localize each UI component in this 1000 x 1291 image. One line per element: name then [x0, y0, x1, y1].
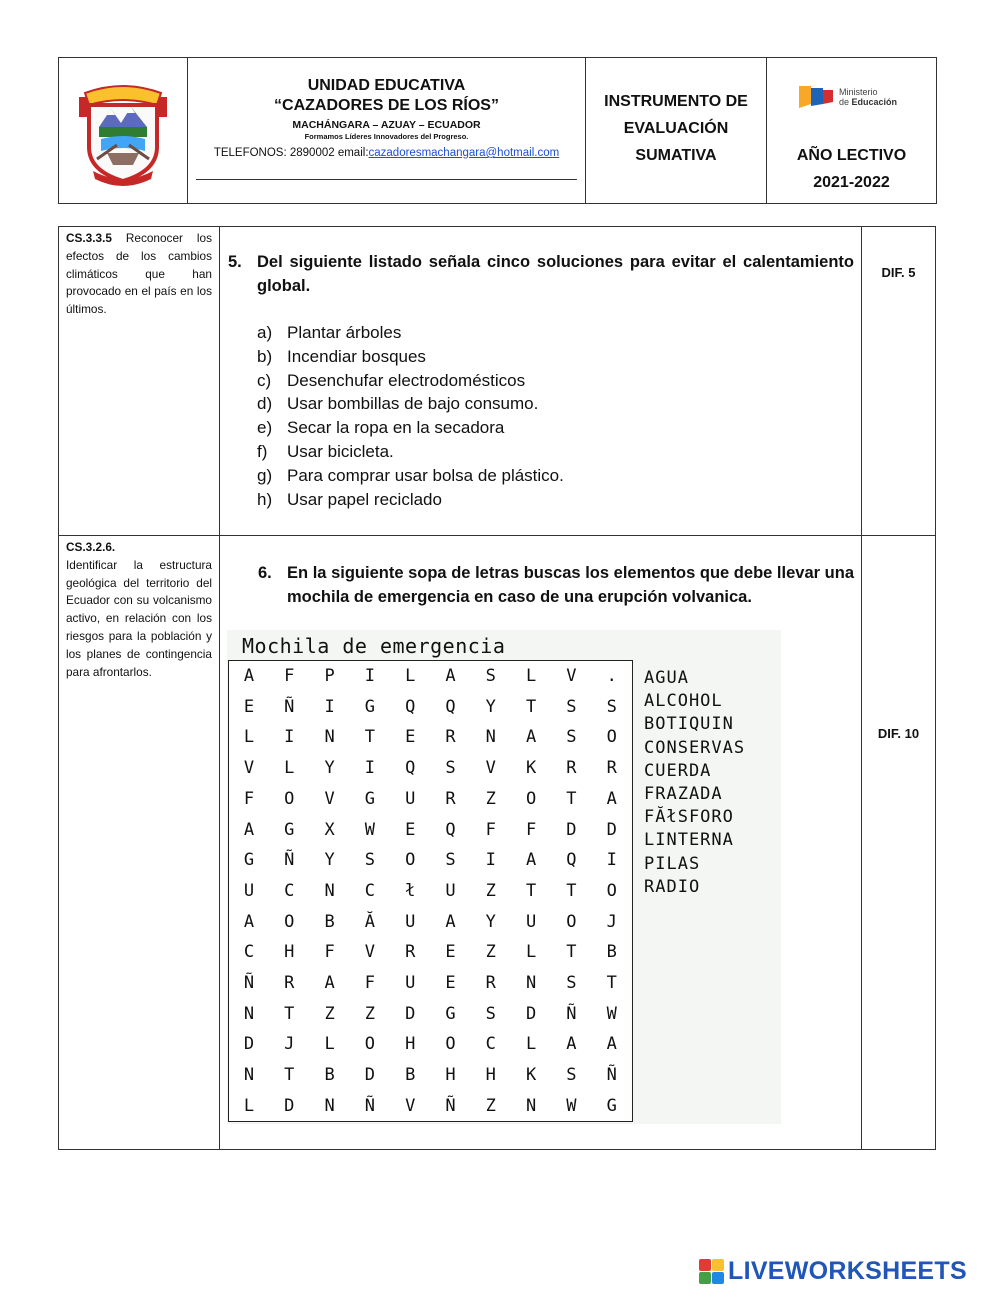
grid-cell[interactable]: S — [566, 696, 577, 717]
grid-cell[interactable]: S — [566, 1065, 577, 1086]
grid-cell[interactable]: F — [525, 819, 537, 840]
grid-cell[interactable]: Q — [445, 696, 456, 717]
grid-row — [229, 722, 632, 753]
grid-cell[interactable]: T — [606, 973, 617, 993]
grid-cell[interactable]: Q — [405, 696, 416, 717]
grid-cell[interactable]: Ñ — [566, 1003, 577, 1024]
grid-cell[interactable]: A — [525, 727, 537, 748]
grid-cell[interactable]: O — [364, 1034, 376, 1055]
grid-cell[interactable]: A — [243, 819, 255, 840]
list-item[interactable]: e) Secar la ropa en la secadora — [257, 418, 505, 438]
word-list-item: PILAS — [644, 853, 701, 874]
word-list-item: AGUA — [644, 668, 689, 688]
grid-cell[interactable]: B — [606, 942, 617, 963]
grid-cell[interactable]: Z — [485, 942, 496, 963]
grid-cell[interactable]: S — [364, 850, 376, 871]
grid-cell[interactable]: R — [405, 942, 416, 963]
grid-cell[interactable]: Y — [324, 850, 335, 871]
grid-cell[interactable]: D — [364, 1065, 376, 1086]
grid-cell[interactable]: Ă — [364, 911, 376, 932]
grid-cell[interactable]: V — [566, 666, 577, 686]
word-list-item: ALCOHOL — [644, 691, 723, 712]
grid-cell[interactable]: V — [243, 758, 255, 779]
school-location: MACHÁNGARA – AZUAY – ECUADOR — [292, 119, 481, 131]
grid-cell[interactable]: U — [405, 973, 416, 993]
grid-cell[interactable]: A — [606, 788, 617, 809]
difficulty-label: DIF. 5 — [881, 265, 916, 280]
brand-cube — [712, 1259, 724, 1271]
grid-cell[interactable]: H — [445, 1065, 456, 1086]
grid-cell[interactable]: A — [445, 666, 456, 686]
liveworksheets-brand[interactable] — [699, 1257, 967, 1286]
grid-cell[interactable]: L — [243, 1095, 255, 1116]
grid-row — [229, 999, 632, 1030]
grid-cell[interactable]: H — [405, 1034, 416, 1055]
grid-cell[interactable]: G — [445, 1003, 456, 1024]
grid-cell[interactable]: O — [405, 850, 416, 871]
grid-cell[interactable]: W — [364, 819, 376, 840]
ministry-line1: Ministerio — [839, 87, 878, 97]
brand-cube — [699, 1272, 711, 1284]
evaluation-table — [58, 226, 936, 1150]
grid-cell[interactable]: L — [525, 942, 537, 963]
grid-cell[interactable]: L — [405, 666, 416, 686]
grid-cell[interactable]: I — [364, 666, 376, 686]
grid-cell[interactable]: U — [243, 880, 255, 901]
grid-row — [229, 1060, 632, 1091]
school-logo-cell — [59, 58, 188, 203]
grid-cell[interactable]: I — [364, 758, 376, 779]
word-list-item: FĂłSFORO — [644, 807, 734, 828]
grid-cell[interactable]: Ñ — [284, 850, 295, 871]
email-link[interactable]: cazadoresmachangara@hotmail.com — [368, 147, 560, 159]
grid-cell[interactable]: X — [324, 819, 335, 840]
grid-cell[interactable]: F — [364, 973, 376, 993]
grid-cell[interactable]: I — [324, 696, 335, 717]
grid-cell[interactable]: H — [284, 942, 295, 963]
grid-cell[interactable]: R — [445, 727, 456, 748]
grid-cell[interactable]: G — [364, 696, 376, 717]
grid-cell[interactable]: ł — [405, 880, 416, 901]
grid-cell[interactable]: D — [525, 1003, 537, 1024]
grid-row — [229, 845, 632, 876]
brand-cube — [712, 1272, 724, 1284]
grid-cell[interactable]: C — [243, 942, 255, 963]
grid-cell[interactable]: G — [364, 788, 376, 809]
question-title — [258, 561, 854, 609]
grid-cell[interactable]: R — [445, 788, 456, 809]
grid-cell[interactable]: C — [364, 880, 376, 901]
question-title — [228, 250, 854, 298]
grid-row — [229, 692, 632, 723]
grid-cell[interactable]: R — [606, 758, 617, 779]
instrument-line: SUMATIVA — [635, 147, 717, 164]
school-crest-logo — [77, 75, 169, 187]
grid-cell[interactable]: C — [485, 1034, 496, 1055]
grid-cell[interactable]: F — [284, 666, 295, 686]
grid-cell[interactable]: S — [445, 850, 456, 871]
grid-cell[interactable]: S — [566, 727, 577, 748]
grid-cell[interactable]: T — [525, 880, 537, 901]
year-value: 2021-2022 — [813, 174, 890, 191]
grid-cell[interactable]: W — [566, 1095, 577, 1116]
grid-cell[interactable]: T — [525, 696, 537, 717]
grid-cell[interactable]: V — [405, 1095, 416, 1116]
year-cell — [767, 58, 936, 203]
grid-cell[interactable]: A — [324, 973, 335, 993]
grid-cell[interactable]: A — [243, 911, 255, 932]
grid-cell[interactable]: Z — [485, 880, 496, 901]
question-number: 6. — [258, 564, 272, 582]
grid-cell[interactable]: N — [485, 727, 496, 748]
school-contact — [188, 145, 585, 161]
word-list-item: LINTERNA — [644, 830, 734, 851]
word-list — [644, 667, 745, 899]
grid-cell[interactable]: B — [405, 1065, 416, 1086]
grid-cell[interactable]: N — [525, 1095, 537, 1116]
grid-cell[interactable]: S — [485, 666, 496, 686]
table-row — [59, 227, 935, 536]
grid-cell[interactable]: A — [243, 666, 255, 686]
grid-cell[interactable]: D — [243, 1034, 255, 1055]
grid-cell[interactable]: O — [606, 880, 617, 901]
brand-cubes-icon — [699, 1259, 724, 1284]
grid-cell[interactable]: E — [445, 942, 456, 963]
header-rule — [196, 179, 577, 180]
grid-cell[interactable]: N — [324, 880, 335, 901]
grid-row — [229, 907, 632, 938]
grid-row — [229, 937, 632, 968]
grid-cell[interactable]: N — [243, 1003, 255, 1024]
ministry-flag-icon — [797, 82, 835, 112]
document-header — [58, 57, 937, 204]
grid-cell[interactable]: W — [606, 1003, 617, 1024]
grid-cell[interactable]: D — [566, 819, 577, 840]
grid-cell[interactable]: I — [284, 727, 295, 748]
grid-cell[interactable]: Y — [485, 911, 496, 932]
grid-cell[interactable]: E — [445, 973, 456, 993]
skill-description: Identificar la estructura geológica del territorio del Ecuador con su volcanismo activo, en relación con los riesgos para la población y los planes de contingencia para afrontarlos. — [66, 557, 212, 679]
table-row — [59, 536, 935, 1150]
grid-cell[interactable]: E — [243, 696, 255, 717]
grid-cell[interactable]: Ñ — [284, 696, 295, 717]
list-item[interactable]: a) Plantar árboles — [257, 323, 402, 342]
options-list — [257, 321, 564, 511]
grid-cell[interactable]: A — [525, 850, 537, 871]
grid-cell[interactable]: Y — [324, 758, 335, 779]
grid-cell[interactable]: L — [525, 1034, 537, 1055]
grid-row — [229, 753, 632, 784]
grid-cell[interactable]: Ñ — [445, 1095, 456, 1116]
grid-cell[interactable]: Ñ — [606, 1065, 617, 1086]
word-search-grid[interactable] — [228, 660, 633, 1122]
word-list-item: RADIO — [644, 876, 701, 897]
skill-cell — [59, 536, 220, 1150]
grid-cell[interactable]: Z — [324, 1003, 335, 1024]
grid-cell[interactable]: E — [405, 819, 416, 840]
grid-cell[interactable]: L — [525, 666, 537, 686]
list-item[interactable]: h) Usar papel reciclado — [257, 489, 442, 509]
year-label: AÑO LECTIVO — [796, 147, 907, 164]
school-type: UNIDAD EDUCATIVA — [307, 77, 466, 94]
grid-cell[interactable]: R — [485, 973, 496, 993]
question-text: En la siguiente sopa de letras buscas los elementos que debe llevar una mochila de emergencia en caso de una erupción volvanica. — [287, 564, 854, 606]
grid-cell[interactable]: N — [243, 1065, 255, 1086]
skill-description: Reconocer los efectos de los cambios climáticos que han provocado en el país en los últimos. — [66, 231, 212, 317]
difficulty-label: DIF. 10 — [877, 726, 920, 741]
grid-cell[interactable]: T — [566, 880, 577, 901]
difficulty-cell — [862, 227, 935, 535]
grid-cell[interactable]: U — [445, 880, 456, 901]
grid-cell[interactable]: V — [485, 758, 496, 779]
question-number: 5. — [228, 253, 242, 271]
word-search-title: Mochila de emergencia — [242, 634, 506, 658]
grid-cell[interactable]: O — [566, 911, 577, 932]
skill-cell — [59, 227, 220, 535]
grid-cell[interactable]: Y — [485, 696, 496, 717]
grid-cell[interactable]: E — [405, 727, 416, 748]
ministry-text — [839, 87, 897, 107]
grid-cell[interactable]: O — [606, 727, 617, 748]
grid-cell[interactable]: A — [566, 1034, 577, 1055]
grid-row — [229, 1029, 632, 1060]
word-list-item: FRAZADA — [644, 784, 723, 805]
grid-cell[interactable]: N — [324, 1095, 335, 1116]
grid-cell[interactable]: K — [525, 1065, 537, 1086]
grid-cell[interactable]: T — [566, 788, 577, 809]
grid-cell[interactable]: R — [566, 758, 577, 779]
grid-cell[interactable]: T — [566, 942, 577, 963]
grid-cell[interactable]: Z — [364, 1003, 376, 1024]
grid-cell[interactable]: G — [243, 850, 255, 871]
grid-cell[interactable]: A — [606, 1034, 617, 1055]
word-list-item: CUERDA — [644, 760, 712, 781]
grid-cell[interactable]: C — [284, 880, 295, 901]
grid-cell[interactable]: Ñ — [243, 973, 255, 993]
grid-cell[interactable]: B — [324, 1065, 335, 1086]
grid-cell[interactable]: J — [606, 911, 617, 932]
word-list-item: CONSERVAS — [644, 737, 746, 758]
instrument-cell — [586, 58, 767, 203]
phone-text: TELEFONOS: 2890002 email: — [213, 147, 369, 159]
school-motto: Formamos Líderes Innovadores del Progreso. — [304, 132, 469, 141]
list-item[interactable]: b) Incendiar bosques — [257, 346, 426, 366]
grid-cell[interactable]: P — [324, 666, 335, 686]
grid-row — [229, 968, 632, 999]
grid-cell[interactable]: Q — [405, 758, 416, 779]
question-text: Del siguiente listado señala cinco soluciones para evitar el calentamiento global. — [257, 253, 854, 295]
grid-cell[interactable]: U — [405, 911, 416, 932]
grid-cell[interactable]: I — [606, 850, 617, 871]
grid-cell[interactable]: J — [284, 1034, 295, 1055]
grid-cell[interactable]: O — [284, 911, 295, 932]
grid-cell[interactable]: B — [324, 911, 335, 932]
grid-row — [229, 784, 632, 815]
grid-cell[interactable]: O — [284, 788, 295, 809]
word-list-item: BOTIQUIN — [644, 714, 734, 735]
grid-cell[interactable]: T — [364, 727, 376, 748]
grid-cell[interactable]: F — [324, 942, 335, 963]
list-item[interactable]: f) Usar bicicleta. — [257, 441, 394, 461]
grid-cell[interactable]: O — [445, 1034, 456, 1055]
skill-code: CS.3.3.5 — [66, 231, 112, 245]
grid-cell[interactable]: V — [364, 942, 376, 963]
grid-row — [229, 661, 632, 692]
grid-cell[interactable]: S — [606, 696, 617, 717]
list-item[interactable]: g) Para comprar usar bolsa de plástico. — [257, 465, 564, 485]
grid-row — [229, 815, 632, 846]
grid-cell[interactable]: F — [485, 819, 496, 840]
grid-cell[interactable]: . — [606, 666, 617, 686]
school-year — [767, 142, 936, 196]
list-item[interactable]: c) Desenchufar electrodomésticos — [257, 370, 526, 390]
grid-cell[interactable]: Q — [445, 819, 456, 840]
skill-code: CS.3.2.6. — [66, 540, 116, 554]
grid-cell[interactable]: G — [606, 1095, 617, 1116]
grid-cell[interactable]: A — [445, 911, 456, 932]
grid-cell[interactable]: S — [566, 973, 577, 993]
grid-cell[interactable]: R — [284, 973, 295, 993]
grid-cell[interactable]: Q — [566, 850, 577, 871]
grid-cell[interactable]: D — [405, 1003, 416, 1024]
grid-cell[interactable]: T — [284, 1003, 295, 1024]
grid-cell[interactable]: K — [525, 758, 537, 779]
grid-cell[interactable]: O — [525, 788, 537, 809]
grid-cell[interactable]: N — [525, 973, 537, 993]
grid-cell[interactable]: H — [485, 1065, 496, 1086]
grid-cell[interactable]: L — [284, 758, 295, 779]
grid-cell[interactable]: Ñ — [364, 1095, 376, 1116]
school-name: “CAZADORES DE LOS RÍOS” — [274, 97, 499, 114]
difficulty-cell — [862, 536, 935, 1150]
grid-cell[interactable]: U — [405, 788, 416, 809]
grid-cell[interactable]: G — [284, 819, 295, 840]
grid-cell[interactable]: S — [445, 758, 456, 779]
grid-cell[interactable]: L — [243, 727, 255, 748]
instrument-line: EVALUACIÓN — [623, 120, 729, 137]
grid-row — [229, 1091, 632, 1122]
grid-cell[interactable]: D — [284, 1095, 295, 1116]
grid-cell[interactable]: I — [485, 850, 496, 871]
instrument-line: INSTRUMENTO DE — [604, 93, 748, 110]
brand-cube — [699, 1259, 711, 1271]
grid-cell[interactable]: U — [525, 911, 537, 932]
school-info-cell — [188, 58, 586, 203]
grid-cell[interactable]: Z — [485, 788, 496, 809]
grid-cell[interactable]: T — [284, 1065, 295, 1086]
grid-cell[interactable]: Z — [485, 1095, 496, 1116]
grid-cell[interactable]: D — [606, 819, 617, 840]
list-item[interactable]: d) Usar bombillas de bajo consumo. — [257, 394, 539, 414]
question-cell — [220, 227, 862, 535]
grid-row — [229, 876, 632, 907]
grid-cell[interactable]: N — [324, 727, 335, 748]
question-cell — [220, 536, 862, 1150]
grid-cell[interactable]: L — [324, 1034, 335, 1055]
word-search-panel — [227, 630, 781, 1124]
brand-text: LIVEWORKSHEETS — [728, 1257, 967, 1285]
grid-cell[interactable]: S — [485, 1003, 496, 1024]
ministry-logo — [797, 82, 897, 112]
grid-cell[interactable]: V — [324, 788, 335, 809]
ministry-line2: de Educación — [839, 97, 898, 107]
grid-cell[interactable]: F — [243, 788, 255, 809]
